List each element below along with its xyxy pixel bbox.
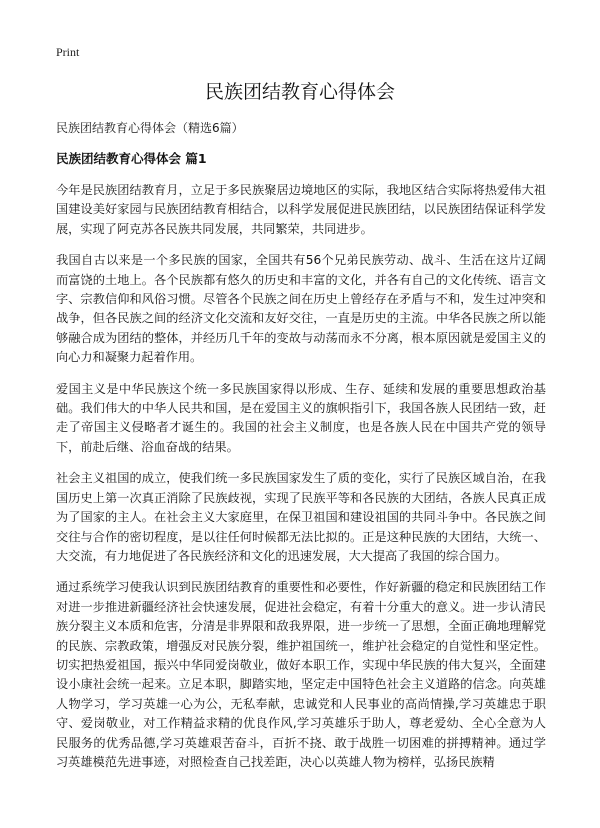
paragraph-2: 我国自古以来是一个多民族的国家，全国共有56个兄弟民族劳动、战斗、生活在这片辽阔而富饶的土地上。各个民族都有悠久的历史和丰富的文化，并各有自己的文化传统、语言文字、宗教信仰和风俗习惯。尽管各个民族之间在历史上曾经存在矛盾与不和，发生过冲突和战争，但各民族之间的经济文化交流和友好交往，一直是历史的主流。中华各民族之所以能够融合成为团结的整体，并经历几千年的变故与动荡而永不分离，根本原因就是爱国主义的向心力和凝聚力起着作用。 [56,253,546,365]
paragraph-3: 爱国主义是中华民族这个统一多民族国家得以形成、生存、延续和发展的重要思想政治基础。我们伟大的中华人民共和国，是在爱国主义的旗帜指引下，我国各族人民团结一致，赶走了帝国主义侵略者才诞生的。我国的社会主义制度，也是各族人民在中国共产党的领导下，前赴后继、浴血奋战的结果。 [56,381,546,454]
document-subtitle: 民族团结教育心得体会（精选6篇） [56,121,244,135]
print-link[interactable]: Print [56,45,80,59]
paragraph-4: 社会主义祖国的成立，使我们统一多民族国家发生了质的变化，实行了民族区域自治，在我国历史上第一次真正消除了民族歧视，实现了民族平等和各民族的大团结，各族人民真正成为了国家的主人。在社会主义大家庭里，在保卫祖国和建设祖国的共同斗争中。各民族之间交往与合作的密切程度，是以往任何时候都无法比拟的。正是这种民族的大团结，大统一、大交流，有力地促进了各民族经济和文化的迅速发展，大大提高了我国的综合国力。 [56,471,546,563]
paragraph-1: 今年是民族团结教育月，立足于多民族聚居边境地区的实际，我地区结合实际将热爱伟大祖国建设美好家园与民族团结教育相结合，以科学发展促进民族团结，以民族团结保证科学发展，实现了阿克苏各民族共同发展，共同繁荣，共同进步。 [56,183,546,236]
page-title: 民族团结教育心得体会 [204,81,395,103]
paragraph-5: 通过系统学习使我认识到民族团结教育的重要性和必要性，作好新疆的稳定和民族团结工作对进一步推进新疆经济社会快速发展，促进社会稳定，有着十分重大的意义。进一步认清民族分裂主义本质和危害，分清是非界限和敌我界限，进一步统一了思想，全面正确地理解党的民族、宗教政策，增强反对民族分裂，维护祖国统一，维护社会稳定的自觉性和坚定性。切实把热爱祖国，振兴中华同爱岗敬业，做好本职工作，实现中华民族的伟大复兴，全面建设小康社会统一起来。立足本职，脚踏实地，坚定走中国特色社会主义道路的信念。向英雄人物学习，学习英雄一心为公，无私奉献，忠诚党和人民事业的高尚情操,学习英雄忠于职守、爱岗敬业，对工作精益求精的优良作风,学习英雄乐于助人，尊老爱幼、全心全意为人民服务的优秀品德,学习英雄艰苦奋斗，百折不挠、敢于战胜一切困难的拼搏精神。通过学习英雄模范先进事迹，对照检查自己找差距，决心以英雄人物为榜样，弘扬民族精 [56,580,546,769]
section-heading: 民族团结教育心得体会 篇1 [56,151,207,166]
article-body [56,181,546,784]
